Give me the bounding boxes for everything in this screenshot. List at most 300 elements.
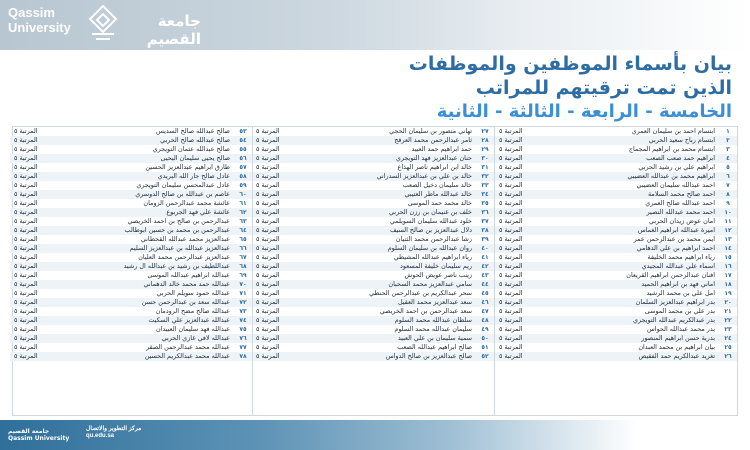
table-row — [252, 208, 494, 217]
row-number: ١ — [726, 128, 730, 135]
table-row — [252, 154, 494, 163]
row-number: ١٨ — [724, 281, 732, 288]
row-number: ٧٨ — [239, 353, 247, 360]
row-number: ٥٨ — [239, 173, 247, 180]
row-number: ٥٩ — [239, 182, 247, 189]
promotion-rank: المرتبة ٥ — [256, 190, 280, 198]
employee-name: سليمان عبدالله محمد السلوم — [394, 325, 472, 333]
employee-name: سحر عبدالكريم بن عبدالرحمن الحنطي — [369, 289, 472, 297]
table-row — [252, 343, 494, 352]
promotion-rank: المرتبة ٥ — [499, 226, 523, 234]
row-number: ٥٦ — [239, 155, 247, 162]
promotion-rank: المرتبة ٥ — [256, 298, 280, 306]
row-number: ٣ — [726, 146, 730, 153]
promotion-rank: المرتبة ٥ — [499, 289, 523, 297]
table-row — [495, 244, 737, 253]
promotion-rank: المرتبة ٥ — [256, 352, 280, 360]
row-number: ٣٥ — [481, 200, 489, 207]
employee-name: رشا عبدالرحمن محمد الثنيان — [395, 235, 472, 243]
employee-name: عادل عبدالمحسن سليمان التويجري — [136, 181, 230, 189]
table-row — [252, 127, 494, 136]
employee-name: حنان عبدالعزيز فهد التويجري — [395, 154, 472, 162]
row-number: ٢٨ — [481, 137, 489, 144]
promotion-rank: المرتبة ٥ — [14, 316, 38, 324]
footer-left-line2: Qassim University — [8, 435, 70, 442]
logo-emblem-icon — [88, 4, 118, 44]
table-row — [495, 289, 737, 298]
table-row — [10, 199, 252, 208]
table-row — [10, 271, 252, 280]
promotion-rank: المرتبة ٥ — [256, 244, 280, 252]
table-row — [10, 172, 252, 181]
row-number: ٢٦ — [724, 353, 732, 360]
table-row — [495, 253, 737, 262]
footer-left-line1: جامعة القصيم — [8, 428, 50, 435]
promotion-rank: المرتبة ٥ — [256, 136, 280, 144]
employee-name: حمد ابراهيم حمد العبيد — [411, 145, 472, 153]
table-row — [10, 208, 252, 217]
row-number: ٤٥ — [481, 290, 489, 297]
employee-name: خالد بن علي بن عبدالعزيز السدراني — [376, 172, 472, 180]
promotion-rank: المرتبة ٥ — [256, 226, 280, 234]
employee-name: عبدالله محمد عبدالكريم الحسين — [144, 352, 230, 360]
employee-name: صالح يحيى سليمان اليحيى — [160, 154, 230, 162]
promotion-rank: المرتبة ٥ — [256, 199, 280, 207]
table-row — [10, 289, 252, 298]
table-row — [252, 217, 494, 226]
promotion-rank: المرتبة ٥ — [256, 217, 280, 225]
table-row — [10, 280, 252, 289]
footer-right-line1: مركز التطوير والاتصال — [86, 426, 142, 432]
promotion-rank: المرتبة ٥ — [499, 325, 523, 333]
university-logo — [6, 2, 201, 46]
employee-name: عائشة علي فهد الجربوع — [166, 208, 230, 216]
table-row — [495, 271, 737, 280]
promotion-rank: المرتبة ٥ — [499, 163, 523, 171]
promotion-rank: المرتبة ٥ — [256, 307, 280, 315]
promotion-rank: المرتبة ٥ — [14, 289, 38, 297]
employee-name: صالح عبدالله صالح الحربي — [160, 136, 230, 144]
row-number: ٤٧ — [481, 308, 489, 315]
row-number: ٦٢ — [239, 209, 247, 216]
row-number: ٢٤ — [724, 335, 732, 342]
employee-name: عبدالعزيز محمد عبدالله القحطاني — [140, 235, 230, 243]
footer-right-line2: qu.edu.sa — [86, 433, 115, 439]
table-row — [495, 217, 737, 226]
employee-name: تهاني منصور بن سليمان الحجي — [389, 127, 472, 135]
employee-name: ابتسام احمد بن سليمان العمري — [631, 127, 715, 135]
row-number: ٥١ — [481, 344, 489, 351]
row-number: ١٥ — [724, 254, 732, 261]
table-row — [495, 127, 737, 136]
row-number: ٤٠ — [481, 245, 489, 252]
table-row — [10, 307, 252, 316]
promotion-rank: المرتبة ٥ — [256, 289, 280, 297]
table-row — [10, 253, 252, 262]
promotion-rank: المرتبة ٥ — [499, 271, 523, 279]
promotion-rank: المرتبة ٥ — [14, 352, 38, 360]
logo-en-line2: University — [8, 20, 71, 35]
promotion-rank: المرتبة ٥ — [256, 262, 280, 270]
promotion-rank: المرتبة ٥ — [14, 226, 38, 234]
table-row — [495, 307, 737, 316]
promotion-rank: المرتبة ٥ — [256, 172, 280, 180]
table-row — [252, 190, 494, 199]
employee-name: ابراهيم حمد صعب الصعب — [646, 154, 715, 162]
employee-name: رياء ابراهيم عبدالله المشيطي — [393, 253, 472, 261]
employee-name: سلطان عبدالله محمد السلوم — [394, 316, 472, 324]
employee-name: عبدالله حمود سويلم الحربي — [156, 289, 230, 297]
promotion-rank: المرتبة ٥ — [499, 136, 523, 144]
promotion-rank: المرتبة ٥ — [499, 334, 523, 342]
promotion-rank: المرتبة ٥ — [14, 298, 38, 306]
employee-name: سمية سليمان بن علي العبيد — [397, 334, 472, 342]
employee-name: عبدالعزيز عبدالله بن عبدالعزيز السليم — [129, 244, 230, 252]
table-row — [495, 280, 737, 289]
promotion-rank: المرتبة ٥ — [14, 145, 38, 153]
employee-name: عبدالله فهد سليمان العبيدان — [155, 325, 230, 333]
row-number: ٢٧ — [481, 128, 489, 135]
row-number: ٥٠ — [481, 335, 489, 342]
row-number: ٦٨ — [239, 263, 247, 270]
employee-name: سعد عبدالرحمن بن احمد الخريصي — [379, 307, 472, 315]
table-row — [252, 244, 494, 253]
employee-name: افنان عبدالرحمن ابراهيم القريعان — [626, 271, 715, 279]
employee-name: زينب ناصر عويض الحوش — [404, 271, 472, 279]
table-row — [252, 235, 494, 244]
table-row — [252, 271, 494, 280]
promotion-rank: المرتبة ٥ — [499, 217, 523, 225]
table-row — [252, 226, 494, 235]
promotion-rank: المرتبة ٥ — [499, 145, 523, 153]
employee-name: طارق ابراهيم عبدالعزيز الحسين — [145, 163, 230, 171]
promotion-rank: المرتبة ٥ — [14, 181, 38, 189]
row-number: ٥٤ — [239, 137, 247, 144]
row-number: ٧ — [726, 182, 730, 189]
row-number: ٢٥ — [724, 344, 732, 351]
employee-name: صالح عبدالله صالح السديس — [155, 127, 230, 135]
names-table — [12, 126, 738, 416]
employee-name: عبدالله سعد بن عبدالرحمن حسن — [141, 298, 230, 306]
promotion-rank: المرتبة ٥ — [499, 181, 523, 189]
employee-name: دلال عبدالعزيز بن صالح السيف — [389, 226, 472, 234]
promotion-rank: المرتبة ٥ — [14, 262, 38, 270]
row-number: ٣١ — [481, 164, 489, 171]
row-number: ٧٦ — [239, 335, 247, 342]
table-row — [10, 145, 252, 154]
employee-name: ايمن محمد بن عبدالرحمن عمر — [633, 235, 715, 243]
logo-arabic-text: جامعة القصيم — [146, 12, 201, 48]
row-number: ٤٣ — [481, 272, 489, 279]
row-number: ٧٧ — [239, 344, 247, 351]
employee-name: خلف بن غنيمان بن رزن الحربي — [388, 208, 472, 216]
promotion-rank: المرتبة ٥ — [499, 244, 523, 252]
table-row — [10, 334, 252, 343]
table-row — [252, 136, 494, 145]
table-row — [252, 316, 494, 325]
footer-band — [0, 420, 750, 450]
employee-name: عبدالله ابراهيم عبدالله الموسى — [147, 271, 230, 279]
employee-name: احمد محمد عبدالله النصير — [646, 208, 715, 216]
promotion-rank: المرتبة ٥ — [256, 316, 280, 324]
table-row — [495, 226, 737, 235]
table-row — [495, 352, 737, 361]
promotion-rank: المرتبة ٥ — [256, 181, 280, 189]
row-number: ٢١ — [724, 308, 732, 315]
table-row — [252, 181, 494, 190]
promotion-rank: المرتبة ٥ — [14, 199, 38, 207]
table-column-3 — [10, 127, 253, 415]
promotion-rank: المرتبة ٥ — [14, 334, 38, 342]
title-line-1: بيان بأسماء الموظفين والموظفات — [408, 53, 732, 75]
row-number: ٤ — [726, 155, 730, 162]
table-row — [252, 325, 494, 334]
document-title — [212, 52, 732, 124]
table-row — [252, 280, 494, 289]
promotion-rank: المرتبة ٥ — [499, 343, 523, 351]
employee-name: عبدالله عبدالعزيز علي السكيت — [148, 316, 230, 324]
employee-name: ريم سليمان خليفة المسعود — [400, 262, 472, 270]
promotion-rank: المرتبة ٥ — [499, 208, 523, 216]
promotion-rank: المرتبة ٥ — [14, 217, 38, 225]
table-row — [252, 145, 494, 154]
employee-name: خالد سليمان دخيل الصعب — [402, 181, 472, 189]
table-row — [10, 127, 252, 136]
table-row — [252, 262, 494, 271]
employee-name: رياء ابراهيم محمد الخليفة — [647, 253, 715, 261]
promotion-rank: المرتبة ٥ — [256, 343, 280, 351]
table-row — [252, 163, 494, 172]
table-row — [495, 316, 737, 325]
promotion-rank: المرتبة ٥ — [14, 343, 38, 351]
table-row — [495, 325, 737, 334]
row-number: ٣٠ — [481, 155, 489, 162]
row-number: ٤٦ — [481, 299, 489, 306]
row-number: ٦٦ — [239, 245, 247, 252]
employee-name: تغريد عبدالكريم حمد الفقيص — [638, 352, 715, 360]
row-number: ٣٦ — [481, 209, 489, 216]
table-row — [10, 226, 252, 235]
promotion-rank: المرتبة ٥ — [499, 352, 523, 360]
row-number: ٢ — [726, 137, 730, 144]
employee-name: عبدالله محمد عبدالرحمن الصقر — [146, 343, 230, 351]
employee-name: صالح عبدالله عثمان التويجري — [152, 145, 230, 153]
row-number: ٣٤ — [481, 191, 489, 198]
employee-name: امل علي بن محمد الرشيد — [646, 289, 715, 297]
employee-name: خالد عبدالله ماطر العتيبي — [404, 190, 472, 198]
logo-english-text — [8, 5, 71, 35]
row-number: ٢٠ — [724, 299, 732, 306]
row-number: ١٦ — [724, 263, 732, 270]
row-number: ٦٠ — [239, 191, 247, 198]
row-number: ٥٥ — [239, 146, 247, 153]
promotion-rank: المرتبة ٥ — [499, 172, 523, 180]
row-number: ٣٨ — [481, 227, 489, 234]
employee-name: عاصم بن عبدالله بن صالح الدوسري — [135, 190, 230, 198]
employee-name: احمد عبدالله صالح العمري — [645, 199, 715, 207]
table-row — [10, 190, 252, 199]
row-number: ٦٣ — [239, 218, 247, 225]
promotion-rank: المرتبة ٥ — [256, 127, 280, 135]
employee-name: بدرية حسن ابراهيم المنصور — [641, 334, 715, 342]
promotion-rank: المرتبة ٥ — [256, 271, 280, 279]
logo-en-line1: Qassim — [8, 5, 55, 20]
table-row — [252, 172, 494, 181]
table-row — [10, 154, 252, 163]
row-number: ٢٢ — [724, 317, 732, 324]
row-number: ٧٢ — [239, 299, 247, 306]
row-number: ٦٩ — [239, 272, 247, 279]
employee-name: امان عوض زيدان الحربي — [649, 217, 715, 225]
table-row — [10, 217, 252, 226]
employee-name: ابراهيم محمد بن عبدالله العضيبي — [627, 172, 715, 180]
employee-name: خالد ابن ابراهيم ناصر الهذاع — [397, 163, 472, 171]
title-line-2: الذين تمت ترقيتهم للمراتب — [475, 77, 732, 99]
promotion-rank: المرتبة ٥ — [499, 127, 523, 135]
title-line-3: الخامسة - الرابعة - الثالثة - الثانية — [436, 101, 732, 122]
row-number: ١٩ — [724, 290, 732, 297]
table-row — [495, 163, 737, 172]
employee-name: سعد عبدالعزيز محمد العقيل — [397, 298, 472, 306]
employee-name: صالح ابراهيم عبدالله الصعب — [397, 343, 472, 351]
employee-name: ثامر عبدالرحمن محمد العرفج — [394, 136, 472, 144]
table-row — [495, 136, 737, 145]
employee-name: بدر ابراهيم عبدالعزيز السلمان — [635, 298, 715, 306]
promotion-rank: المرتبة ٥ — [14, 163, 38, 171]
employee-name: عبدالرحمن بن صالح بن احمد الخريصي — [127, 217, 230, 225]
employee-name: سامي عبدالعزيز محمد السحبان — [388, 280, 472, 288]
promotion-rank: المرتبة ٥ — [14, 280, 38, 288]
footer-left-logo — [8, 428, 69, 442]
employee-name: اسماء علي عبدالله المجيدي — [641, 262, 715, 270]
promotion-rank: المرتبة ٥ — [256, 253, 280, 261]
row-number: ٣٢ — [481, 173, 489, 180]
employee-name: اماني فهد بن ابراهيم الحميد — [641, 280, 715, 288]
table-row — [10, 298, 252, 307]
row-number: ٤١ — [481, 254, 489, 261]
table-row — [10, 181, 252, 190]
employee-name: عائشة محمد عبدالرحمن الزومان — [143, 199, 230, 207]
row-number: ٤٤ — [481, 281, 489, 288]
employee-name: بدر محمد عبدالله الحواس — [647, 325, 715, 333]
table-row — [252, 307, 494, 316]
table-row — [495, 154, 737, 163]
table-row — [10, 262, 252, 271]
row-number: ٦ — [726, 173, 730, 180]
promotion-rank: المرتبة ٥ — [256, 163, 280, 171]
table-row — [10, 244, 252, 253]
promotion-rank: المرتبة ٥ — [499, 253, 523, 261]
promotion-rank: المرتبة ٥ — [499, 154, 523, 162]
promotion-rank: المرتبة ٥ — [14, 136, 38, 144]
row-number: ٦١ — [239, 200, 247, 207]
table-row — [495, 334, 737, 343]
row-number: ٧٠ — [239, 281, 247, 288]
employee-name: بيان ابراهيم بن محمد العبدان — [638, 343, 715, 351]
employee-name: ابراهيم علي بن رشيد الحربي — [638, 163, 715, 171]
row-number: ١٠ — [724, 209, 732, 216]
row-number: ٧٤ — [239, 317, 247, 324]
promotion-rank: المرتبة ٥ — [14, 154, 38, 162]
row-number: ٤٢ — [481, 263, 489, 270]
table-row — [10, 163, 252, 172]
table-row — [252, 298, 494, 307]
row-number: ٣٩ — [481, 236, 489, 243]
table-row — [495, 181, 737, 190]
row-number: ١٢ — [724, 227, 732, 234]
employee-name: عبدالله صالح مضح الرودمان — [155, 307, 230, 315]
table-row — [252, 199, 494, 208]
promotion-rank: المرتبة ٥ — [256, 280, 280, 288]
row-number: ٤٩ — [481, 326, 489, 333]
promotion-rank: المرتبة ٥ — [14, 307, 38, 315]
table-row — [10, 325, 252, 334]
promotion-rank: المرتبة ٥ — [499, 262, 523, 270]
row-number: ٧١ — [239, 290, 247, 297]
row-number: ١٣ — [724, 236, 732, 243]
promotion-rank: المرتبة ٥ — [256, 154, 280, 162]
row-number: ١٧ — [724, 272, 732, 279]
employee-name: عبداللطيف بن رشيد بن عبدالله ال رشيد — [123, 262, 230, 270]
promotion-rank: المرتبة ٥ — [14, 172, 38, 180]
row-number: ٧٣ — [239, 308, 247, 315]
row-number: ٧٥ — [239, 326, 247, 333]
table-row — [10, 235, 252, 244]
employee-name: عبدالله لافي غازي الحربي — [161, 334, 230, 342]
employee-name: خالد محمد حمد الموسى — [407, 199, 472, 207]
employee-name: احمد عبدالله سليمان العضيبي — [636, 181, 715, 189]
employee-name: بدر عبدالكريم عبدالله التويجري — [633, 316, 715, 324]
promotion-rank: المرتبة ٥ — [256, 208, 280, 216]
row-number: ١٤ — [724, 245, 732, 252]
promotion-rank: المرتبة ٥ — [499, 280, 523, 288]
row-number: ٥٣ — [239, 128, 247, 135]
promotion-rank: المرتبة ٥ — [499, 307, 523, 315]
promotion-rank: المرتبة ٥ — [14, 253, 38, 261]
employee-name: ابتسام رباح سعيد الحربي — [648, 136, 715, 144]
footer-right-logo — [86, 426, 141, 440]
employee-name: خلود عبدالله سليمان السويلمي — [389, 217, 472, 225]
table-row — [495, 343, 737, 352]
employee-name: صالح عبدالعزيز بن صالح الدواس — [385, 352, 472, 360]
promotion-rank: المرتبة ٥ — [14, 325, 38, 333]
table-row — [495, 298, 737, 307]
table-column-2 — [252, 127, 495, 415]
promotion-rank: المرتبة ٥ — [499, 316, 523, 324]
promotion-rank: المرتبة ٥ — [499, 199, 523, 207]
table-row — [495, 235, 737, 244]
row-number: ٦٧ — [239, 254, 247, 261]
promotion-rank: المرتبة ٥ — [14, 244, 38, 252]
employee-name: احمد صالح محمد السلامة — [648, 190, 715, 198]
promotion-rank: المرتبة ٥ — [499, 235, 523, 243]
employee-name: بدر علي بن محمد الموسى — [644, 307, 715, 315]
row-number: ٦٥ — [239, 236, 247, 243]
promotion-rank: المرتبة ٥ — [14, 208, 38, 216]
promotion-rank: المرتبة ٥ — [14, 190, 38, 198]
table-row — [252, 289, 494, 298]
promotion-rank: المرتبة ٥ — [256, 145, 280, 153]
employee-name: ابتسام محمد بن ابراهيم المجماج — [628, 145, 715, 153]
table-row — [495, 208, 737, 217]
promotion-rank: المرتبة ٥ — [499, 190, 523, 198]
promotion-rank: المرتبة ٥ — [14, 271, 38, 279]
row-number: ٨ — [726, 191, 730, 198]
table-row — [252, 352, 494, 361]
row-number: ٣٣ — [481, 182, 489, 189]
table-row — [495, 145, 737, 154]
table-column-1 — [495, 127, 737, 415]
